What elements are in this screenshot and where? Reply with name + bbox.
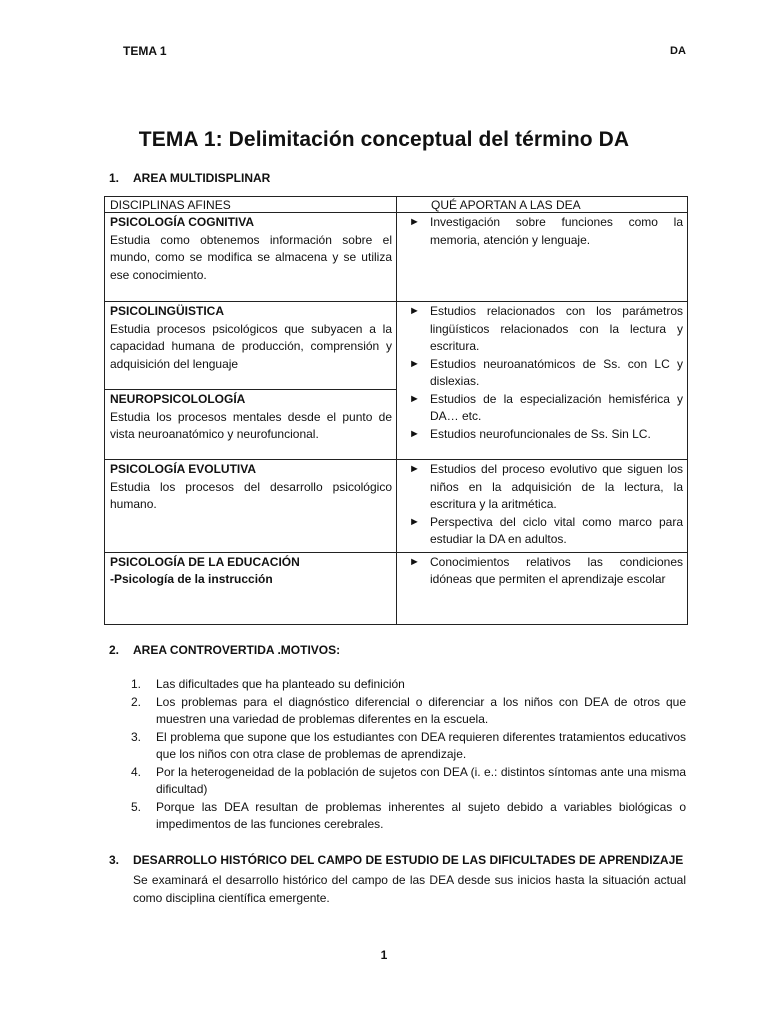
list-item-text: Porque las DEA resultan de problemas inherentes al sujeto debido a variables biológicas o impedimentos de las funciones cerebrales. [156, 799, 686, 831]
list-item-text: Los problemas para el diagnóstico diferencial o diferenciar a los niños con DEA de otros que muestren una variedad de problemas diferentes en la escuela. [156, 694, 686, 726]
page-title: TEMA 1: Delimitación conceptual del término DA [138, 128, 630, 151]
list-item-number: 5. [131, 799, 142, 814]
contribution-item [402, 461, 683, 514]
contributions-list [402, 303, 683, 443]
table-row [105, 302, 688, 390]
discipline-name: PSICOLOGÍA COGNITIVA [110, 215, 255, 229]
contributions-cell [397, 552, 688, 624]
table-row [105, 552, 688, 624]
page-number: 1 [380, 948, 388, 962]
discipline-name: NEUROPSICOLOLOGÍA [110, 392, 246, 406]
contribution-item [402, 514, 683, 549]
disciplines-cell [105, 460, 397, 553]
list-item-number: 2. [131, 694, 142, 709]
discipline-description: Estudia los procesos mentales desde el punto de vista neuroanatómico y neurofuncional. [110, 409, 392, 441]
table-header-row [105, 197, 688, 213]
contribution-item [402, 426, 683, 444]
disciplines-cell [105, 390, 397, 460]
section-3-number: 3. [109, 853, 120, 867]
discipline-name: PSICOLOGÍA DE LA EDUCACIÓN [110, 554, 300, 569]
disciplines-cell [105, 552, 397, 624]
contributions-list [402, 554, 683, 589]
disciplines-table [104, 196, 688, 625]
contribution-item [402, 303, 683, 356]
running-header-left: TEMA 1 [123, 44, 167, 58]
section-3-heading [109, 853, 683, 867]
column-header-disciplines: DISCIPLINAS AFINES [105, 197, 397, 213]
contribution-item [402, 214, 683, 249]
discipline-description: -Psicología de la instrucción [110, 572, 273, 586]
discipline-description: Estudia como obtenemos información sobre el mundo, como se modifica se almacena y se utiliza ese conocimiento. [110, 232, 392, 282]
list-item-text: Por la heterogeneidad de la población de sujetos con DEA (i. e.: distintos síntomas ante una misma dificultad) [156, 764, 686, 796]
reasons-list [128, 676, 686, 834]
discipline-description: Estudia los procesos del desarrollo psicológico humano. [110, 479, 392, 511]
list-item [128, 799, 686, 834]
section-1-heading [109, 171, 270, 185]
discipline-name: PSICOLOGÍA EVOLUTIVA [110, 462, 257, 476]
contribution-text: Estudios neurofuncionales de Ss. Sin LC. [430, 426, 651, 441]
section-3-title: DESARROLLO HISTÓRICO DEL CAMPO DE ESTUDIO DE LAS DIFICULTADES DE APRENDIZAJE [133, 853, 684, 867]
disciplines-cell [105, 302, 397, 390]
table-row [105, 213, 688, 302]
arrow-bullet-icon: ► [409, 515, 420, 528]
contribution-text: Estudios relacionados con los parámetros lingüísticos relacionados con la lectura y escritura. [430, 304, 683, 353]
disciplines-cell [105, 213, 397, 302]
discipline-name: PSICOLINGÜISTICA [110, 304, 225, 318]
arrow-bullet-icon: ► [409, 463, 420, 475]
running-header-right: DA [670, 45, 686, 57]
arrow-bullet-icon: ► [409, 427, 420, 440]
list-item [128, 694, 686, 729]
list-item [128, 676, 686, 694]
contributions-list [402, 461, 683, 549]
arrow-bullet-icon: ► [409, 392, 420, 405]
contribution-text: Estudios neuroanatómicos de Ss. con LC y dislexias. [430, 356, 683, 388]
discipline-description: Estudia procesos psicológicos que subyacen a la capacidad humana de producción, comprensión y adquisición del lenguaje [110, 321, 392, 371]
contributions-list [402, 214, 683, 249]
list-item-text: Las dificultades que ha planteado su definición [156, 677, 405, 691]
list-item-number: 3. [131, 729, 142, 744]
list-item-text: El problema que supone que los estudiantes con DEA requieren diferentes tratamientos educativos que los niños con otra clase de problemas de aprendizaje. [156, 729, 686, 761]
contribution-item [402, 356, 683, 391]
list-item-number: 1. [131, 677, 142, 691]
contribution-item [402, 554, 683, 589]
contribution-item [402, 391, 683, 426]
section-1-number: 1. [109, 171, 120, 185]
list-item [128, 729, 686, 764]
section-2-title: AREA CONTROVERTIDA .MOTIVOS: [133, 643, 341, 657]
list-item [128, 764, 686, 799]
list-item-number: 4. [131, 764, 142, 779]
contribution-text: Estudios de la especialización hemisférica y DA… etc. [430, 391, 683, 423]
section-1-title: AREA MULTIDISPLINAR [133, 171, 271, 185]
arrow-bullet-icon: ► [409, 216, 420, 228]
contributions-cell [397, 302, 688, 460]
arrow-bullet-icon: ► [409, 305, 420, 317]
contributions-cell [397, 213, 688, 302]
section-3-body: Se examinará el desarrollo histórico del campo de las DEA desde sus inicios hasta la situación actual como disciplina científica emergente. [133, 873, 686, 905]
arrow-bullet-icon: ► [409, 357, 420, 370]
contributions-cell [397, 460, 688, 553]
contribution-text: Conocimientos relativos las condiciones idóneas que permiten el aprendizaje escolar [430, 554, 683, 586]
column-header-contributions: QUÉ APORTAN A LAS DEA [397, 197, 688, 213]
contribution-text: Perspectiva del ciclo vital como marco para estudiar la DA en adultos. [430, 514, 683, 546]
section-2-number: 2. [109, 643, 120, 657]
contribution-text: Investigación sobre funciones como la memoria, atención y lenguaje. [430, 215, 683, 247]
table-row [105, 460, 688, 553]
section-2-heading [109, 643, 340, 657]
contribution-text: Estudios del proceso evolutivo que siguen los niños en la adquisición de la lectura, la escritura y la aritmética. [430, 462, 683, 511]
arrow-bullet-icon: ► [409, 555, 420, 568]
